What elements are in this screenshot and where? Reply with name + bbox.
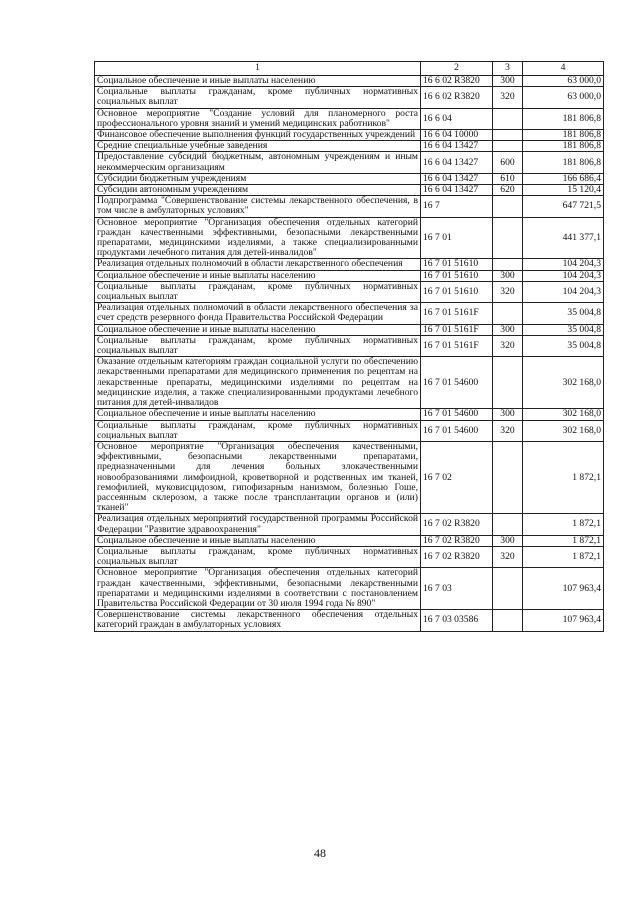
cell-type: [493, 357, 523, 409]
cell-amount: 15 120,4: [523, 185, 604, 196]
cell-code: 16 6 02 R3820: [421, 87, 493, 108]
cell-amount: 441 377,1: [523, 217, 604, 259]
cell-code: 16 7: [421, 196, 493, 217]
cell-type: [493, 130, 523, 141]
table-row: [95, 130, 604, 141]
cell-name: Социальные выплаты гражданам, кроме публичных нормативных социальных выплат: [95, 420, 421, 441]
cell-code: 16 7 02 R3820: [421, 535, 493, 546]
cell-code: 16 6 04 10000: [421, 130, 493, 141]
page-number: 48: [314, 846, 326, 860]
cell-name: Социальные выплаты гражданам, кроме публичных нормативных социальных выплат: [95, 546, 421, 567]
cell-type: 300: [493, 324, 523, 335]
cell-code: 16 7 01 54600: [421, 357, 493, 409]
cell-code: 16 6 02 R3820: [421, 76, 493, 87]
table-row: [95, 173, 604, 184]
cell-amount: 63 000,0: [523, 87, 604, 108]
cell-type: 620: [493, 185, 523, 196]
cell-amount: 181 806,8: [523, 141, 604, 152]
cell-amount: 35 004,8: [523, 335, 604, 356]
cell-code: 16 6 04 13427: [421, 173, 493, 184]
cell-code: 16 7 03: [421, 568, 493, 610]
cell-code: 16 7 02 R3820: [421, 514, 493, 535]
cell-amount: 63 000,0: [523, 76, 604, 87]
table-row: [95, 546, 604, 567]
table-row: [95, 568, 604, 610]
cell-code: 16 7 03 03586: [421, 610, 493, 631]
cell-type: [493, 217, 523, 259]
cell-name: Социальное обеспечение и иные выплаты населению: [95, 270, 421, 281]
cell-code: 16 7 01 54600: [421, 409, 493, 420]
cell-type: [493, 141, 523, 152]
cell-code: 16 7 01 5161F: [421, 335, 493, 356]
cell-type: 320: [493, 281, 523, 302]
cell-name: Социальные выплаты гражданам, кроме публичных нормативных социальных выплат: [95, 87, 421, 108]
cell-code: 16 6 04 13427: [421, 185, 493, 196]
cell-amount: 181 806,8: [523, 108, 604, 129]
cell-amount: 35 004,8: [523, 324, 604, 335]
cell-code: 16 6 04 13427: [421, 141, 493, 152]
cell-type: [493, 568, 523, 610]
cell-type: 320: [493, 335, 523, 356]
cell-type: [493, 259, 523, 270]
cell-type: 320: [493, 546, 523, 567]
cell-code: 16 7 01: [421, 217, 493, 259]
cell-type: 610: [493, 173, 523, 184]
cell-amount: 104 204,3: [523, 281, 604, 302]
table-row: [95, 259, 604, 270]
cell-name: Реализация отдельных полномочий в области лекарственного обеспечения: [95, 259, 421, 270]
cell-name: Основное мероприятие "Организация обеспечения качественными, эффективными, безопасными лекарственными препаратами, предназначенными для лечения больных злокачественными новообразованиями лимфоидной, кроветворной и родственных им тканей, гемофилией, муковисцидозом, гипофизарным нанизмом, болезнью Гоше, рассеянным склерозом, а также после трансплантации органов и (или) тканей": [95, 441, 421, 513]
budget-table: [94, 61, 604, 632]
cell-type: [493, 108, 523, 129]
cell-type: 300: [493, 270, 523, 281]
cell-name: Средние специальные учебные заведения: [95, 141, 421, 152]
cell-name: Социальное обеспечение и иные выплаты населению: [95, 324, 421, 335]
table-row: [95, 420, 604, 441]
cell-code: 16 6 04 13427: [421, 152, 493, 173]
cell-amount: 1 872,1: [523, 441, 604, 513]
cell-name: Социальные выплаты гражданам, кроме публичных нормативных социальных выплат: [95, 281, 421, 302]
cell-amount: 107 963,4: [523, 568, 604, 610]
column-header-type: 3: [493, 62, 523, 76]
cell-name: Реализация отдельных мероприятий государственной программы Российской Федерации "Развитие здравоохранения": [95, 514, 421, 535]
cell-amount: 181 806,8: [523, 130, 604, 141]
table-row: [95, 217, 604, 259]
column-header-amount: 4: [523, 62, 604, 76]
cell-name: Основное мероприятие "Создание условий для планомерного роста профессионального уровня знаний и умений медицинских работников": [95, 108, 421, 129]
cell-amount: 104 204,3: [523, 259, 604, 270]
cell-amount: 1 872,1: [523, 514, 604, 535]
cell-name: Предоставление субсидий бюджетным, автономным учреждениям и иным некоммерческим организациям: [95, 152, 421, 173]
table-row: [95, 87, 604, 108]
cell-code: 16 7 02 R3820: [421, 546, 493, 567]
cell-amount: 1 872,1: [523, 546, 604, 567]
cell-name: Субсидии бюджетным учреждениям: [95, 173, 421, 184]
cell-name: Основное мероприятие "Организация обеспечения отдельных категорий граждан качественными, эффективными, безопасными лекарственными препаратами и медицинскими изделиями в соответствии с постановлением Правительства Российской Федерации от 30 июля 1994 года № 890": [95, 568, 421, 610]
cell-amount: 107 963,4: [523, 610, 604, 631]
table-row: [95, 357, 604, 409]
cell-type: 600: [493, 152, 523, 173]
cell-name: Основное мероприятие "Организация обеспечения отдельных категорий граждан качественными эффективными, безопасными лекарственными препаратами, медицинскими изделиями, а также специализированными продуктами лечебного питания для детей-инвалидов": [95, 217, 421, 259]
cell-type: 320: [493, 420, 523, 441]
table-row: [95, 303, 604, 324]
cell-code: 16 7 01 54600: [421, 420, 493, 441]
table-header-row: [95, 62, 604, 76]
cell-code: 16 7 01 51610: [421, 259, 493, 270]
cell-amount: 181 806,8: [523, 152, 604, 173]
cell-amount: 302 168,0: [523, 409, 604, 420]
cell-name: Социальное обеспечение и иные выплаты населению: [95, 76, 421, 87]
cell-type: 300: [493, 409, 523, 420]
table-row: [95, 185, 604, 196]
cell-amount: 647 721,5: [523, 196, 604, 217]
cell-name: Подпрограмма "Совершенствование системы лекарственного обеспечения, в том числе в амбулаторных условиях": [95, 196, 421, 217]
table-row: [95, 409, 604, 420]
cell-name: Финансовое обеспечение выполнения функций государственных учреждений: [95, 130, 421, 141]
table-row: [95, 514, 604, 535]
cell-amount: 104 204,3: [523, 270, 604, 281]
table-row: [95, 270, 604, 281]
cell-amount: 166 686,4: [523, 173, 604, 184]
cell-amount: 302 168,0: [523, 420, 604, 441]
cell-name: Совершенствование системы лекарственного обеспечения отдельных категорий граждан в амбулаторных условиях: [95, 610, 421, 631]
cell-type: 320: [493, 87, 523, 108]
table-row: [95, 324, 604, 335]
cell-code: 16 7 02: [421, 441, 493, 513]
column-header-code: 2: [421, 62, 493, 76]
cell-amount: 1 872,1: [523, 535, 604, 546]
table-row: [95, 281, 604, 302]
cell-name: Субсидии автономным учреждениям: [95, 185, 421, 196]
cell-name: Оказание отдельным категориям граждан социальной услуги по обеспечению лекарственными препаратами для медицинского применения по рецептам на лекарственные препараты, медицинскими изделиями по рецептам на медицинские изделия, а также специализированными продуктами лечебного питания для детей-инвалидов: [95, 357, 421, 409]
cell-amount: 302 168,0: [523, 357, 604, 409]
cell-name: Социальное обеспечение и иные выплаты населению: [95, 409, 421, 420]
cell-code: 16 7 01 5161F: [421, 303, 493, 324]
table-row: [95, 152, 604, 173]
cell-type: 300: [493, 535, 523, 546]
table-row: [95, 108, 604, 129]
table-row: [95, 196, 604, 217]
cell-code: 16 7 01 51610: [421, 270, 493, 281]
cell-code: 16 7 01 5161F: [421, 324, 493, 335]
table-row: [95, 610, 604, 631]
cell-type: [493, 303, 523, 324]
cell-name: Социальные выплаты гражданам, кроме публичных нормативных социальных выплат: [95, 335, 421, 356]
cell-type: [493, 610, 523, 631]
column-header-name: 1: [95, 62, 421, 76]
cell-type: 300: [493, 76, 523, 87]
cell-code: 16 6 04: [421, 108, 493, 129]
cell-name: Социальное обеспечение и иные выплаты населению: [95, 535, 421, 546]
table-row: [95, 76, 604, 87]
cell-name: Реализация отдельных полномочий в области лекарственного обеспечения за счет средств резервного фонда Правительства Российской Федерации: [95, 303, 421, 324]
table-row: [95, 535, 604, 546]
cell-type: [493, 441, 523, 513]
table-row: [95, 141, 604, 152]
cell-type: [493, 514, 523, 535]
cell-type: [493, 196, 523, 217]
table-row: [95, 441, 604, 513]
cell-code: 16 7 01 51610: [421, 281, 493, 302]
cell-amount: 35 004,8: [523, 303, 604, 324]
table-row: [95, 335, 604, 356]
